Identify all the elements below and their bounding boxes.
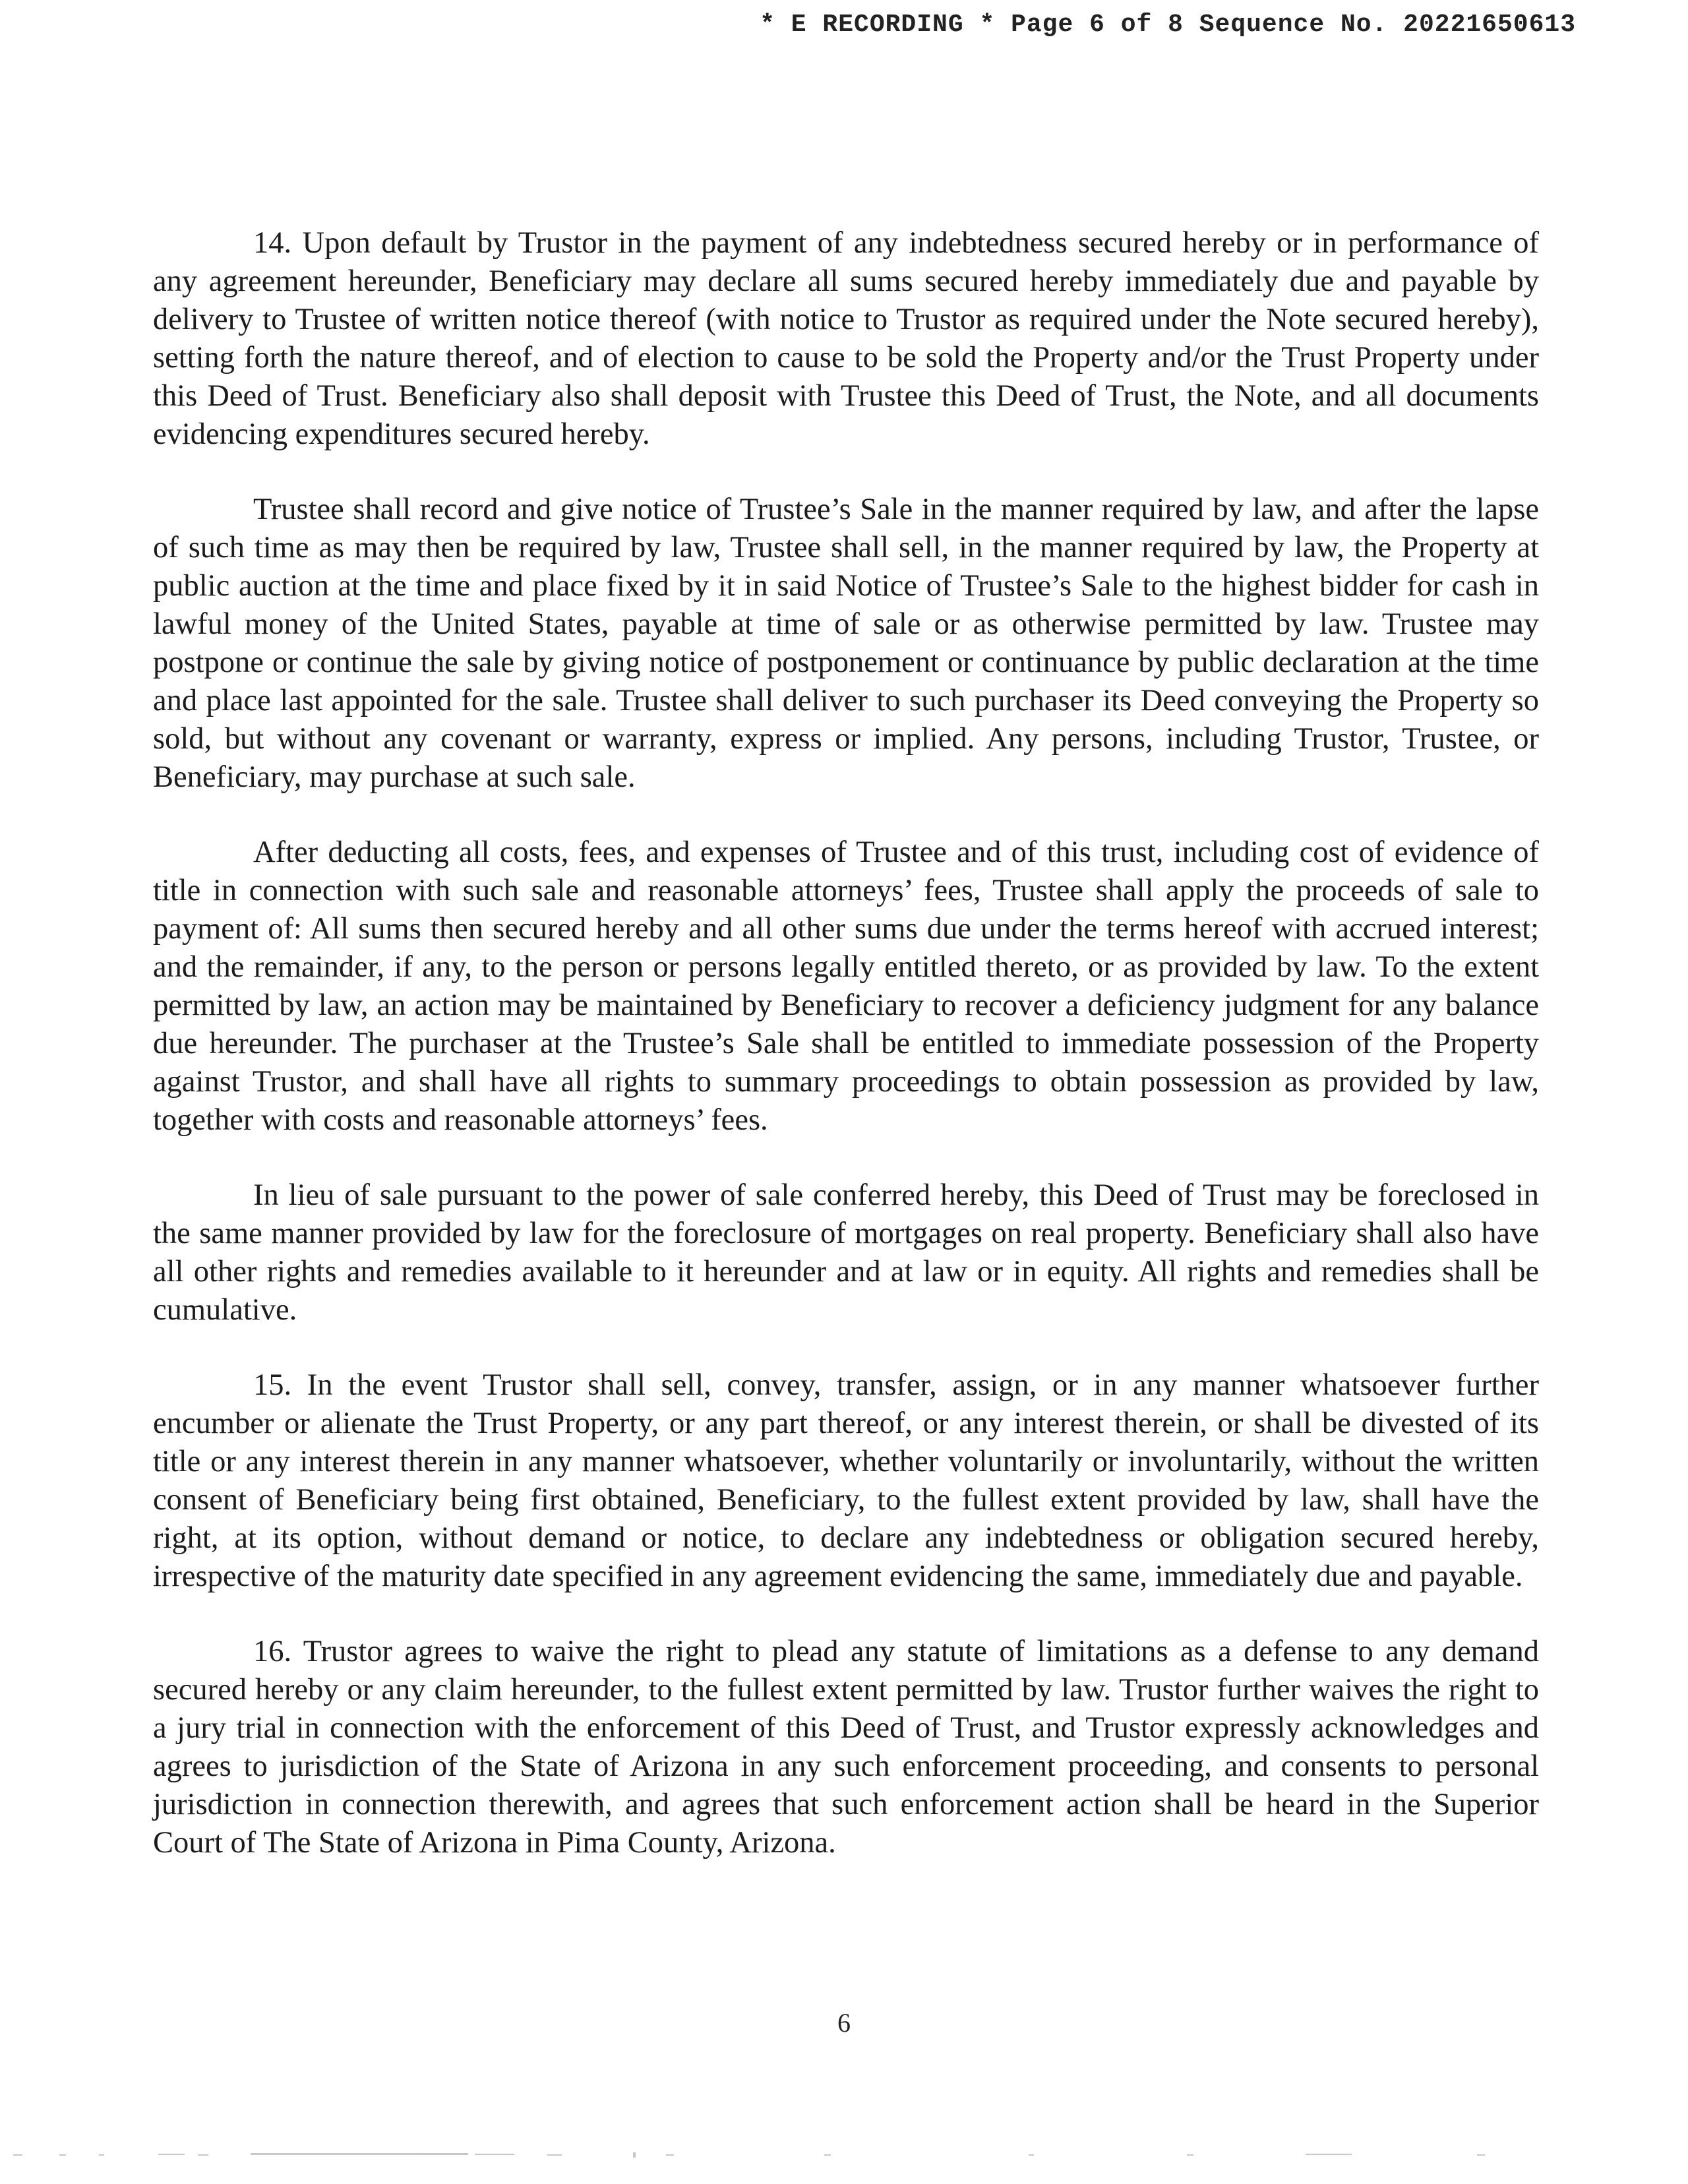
page-number: 6 — [837, 2008, 851, 2038]
paragraph-14-default-remedies: 14. Upon default by Trustor in the payment of any indebtedness secured hereby or in performance of any agreement hereunder, Beneficiary may declare all sums secured hereby immediately due and payable by delivery to Trustee of written notice thereof (with notice to Trustor as required under the Note secured hereby), setting forth the nature thereof, and of election to cause to be sold the Property and/or the Trust Property under this Deed of Trust. Beneficiary also shall deposit with Trustee this Deed of Trust, the Note, and all documents evidencing expenditures secured hereby. — [153, 226, 1539, 451]
paragraph-sale-proceeds: After deducting all costs, fees, and expenses of Trustee and of this trust, including cost of evidence of title in connection with such sale and reasonable attorneys’ fees, Trustee shall apply the proceeds of sale to payment of: All sums then secured hereby and all other sums due under the terms hereof with accrued interest; and the remainder, if any, to the person or persons legally entitled thereto, or as provided by law. To the extent permitted by law, an action may be maintained by Beneficiary to recover a deficiency judgment for any balance due hereunder. The purchaser at the Trustee’s Sale shall be entitled to immediate possession of the Property against Trustor, and shall have all rights to summary proceedings to obtain possession as provided by law, together with costs and reasonable attorneys’ fees. — [153, 835, 1539, 1137]
paragraph-16-waivers-jurisdiction: 16. Trustor agrees to waive the right to plead any statute of limitations as a defense to any demand secured hereby or any claim hereunder, to the fullest extent permitted by law. Trustor further waives the right to a jury trial in connection with the enforcement of this Deed of Trust, and Trustor expressly acknowledges and agrees to jurisdiction of the State of Arizona in any such enforcement proceeding, and consents to personal jurisdiction in connection therewith, and agrees that such enforcement action shall be heard in the Superior Court of The State of Arizona in Pima County, Arizona. — [153, 1635, 1539, 1860]
scan-edge-artifact — [0, 2151, 1688, 2159]
paragraph-15-due-on-sale: 15. In the event Trustor shall sell, convey, transfer, assign, or in any manner whatsoever further encumber or alienate the Trust Property, or any part thereof, or any interest therein, or shall be divested of its title or any interest therein in any manner whatsoever, whether voluntarily or involuntarily, without the written consent of Beneficiary being first obtained, Beneficiary, to the fullest extent provided by law, shall have the right, at its option, without demand or notice, to declare any indebtedness or obligation secured hereby, irrespective of the maturity date specified in any agreement evidencing the same, immediately due and payable. — [153, 1368, 1539, 1593]
recording-stamp-header: * E RECORDING * Page 6 of 8 Sequence No. 20221650613 — [760, 11, 1576, 39]
paragraph-trustee-sale: Trustee shall record and give notice of Trustee’s Sale in the manner required by law, and after the lapse of such time as may then be required by law, Trustee shall sell, in the manner required by law, the Property at public auction at the time and place fixed by it in said Notice of Trustee’s Sale to the highest bidder for cash in lawful money of the United States, payable at time of sale or as otherwise permitted by law. Trustee may postpone or continue the sale by giving notice of postponement or continuance by public declaration at the time and place last appointed for the sale. Trustee shall deliver to such purchaser its Deed conveying the Property so sold, but without any covenant or warranty, express or implied. Any persons, including Trustor, Trustee, or Beneficiary, may purchase at such sale. — [153, 493, 1539, 794]
document-body — [153, 224, 1539, 1899]
paragraph-foreclosure-in-lieu: In lieu of sale pursuant to the power of sale conferred hereby, this Deed of Trust may be foreclosed in the same manner provided by law for the foreclosure of mortgages on real property. Beneficiary shall also have all other rights and remedies available to it hereunder and at law or in equity. All rights and remedies shall be cumulative. — [153, 1178, 1539, 1327]
